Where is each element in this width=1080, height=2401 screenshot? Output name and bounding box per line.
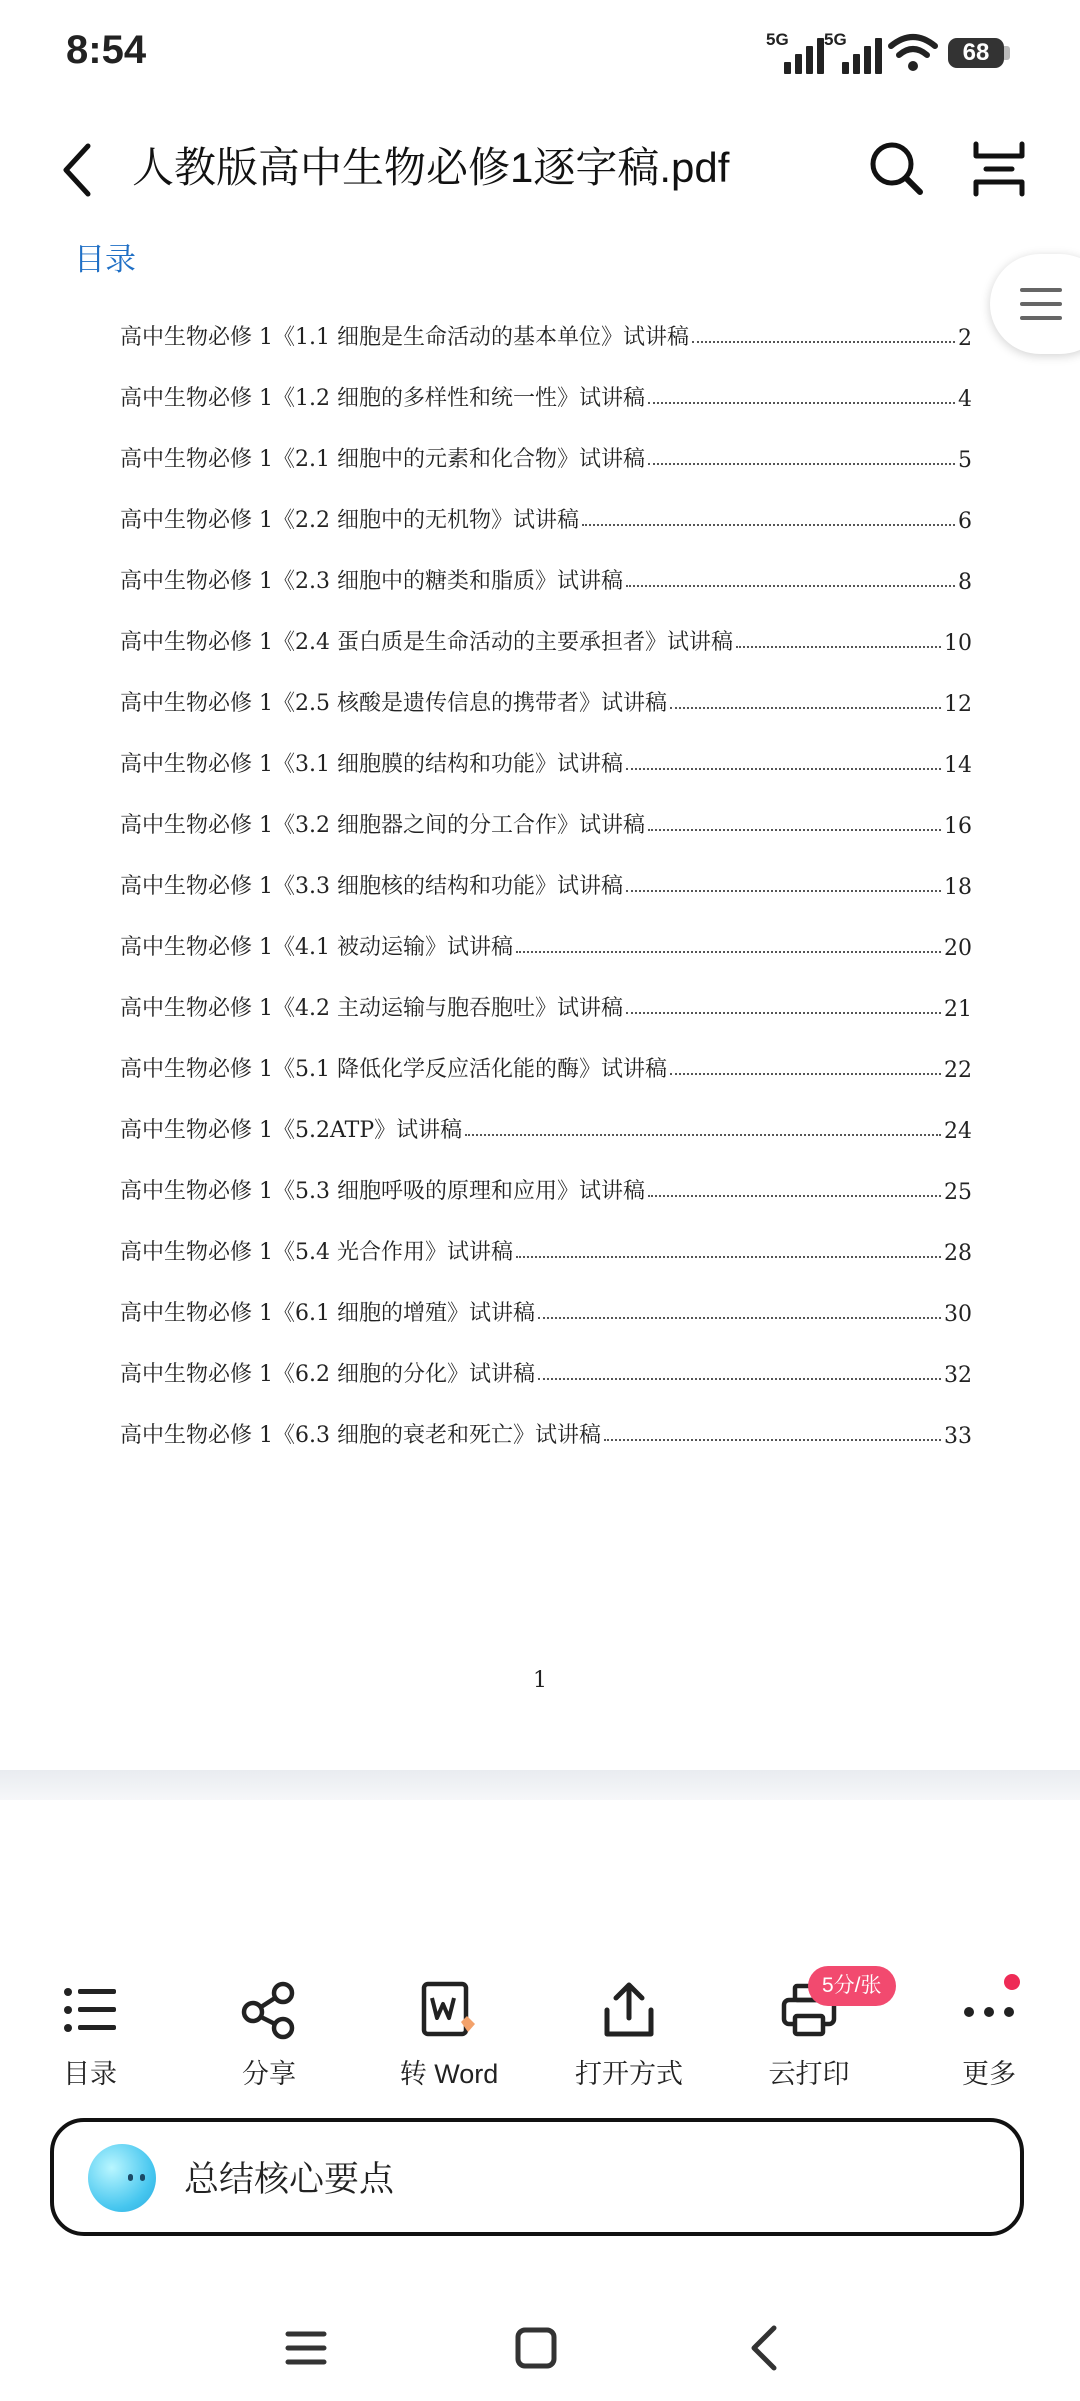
toc-entry-page: 5: [958, 448, 972, 473]
toc-entry-page: 14: [944, 753, 972, 778]
toc-entry-page: 12: [944, 692, 972, 717]
sim2-label: 5G: [824, 30, 847, 49]
bottom-toolbar: [0, 1960, 1080, 2100]
toc-entry-title: 高中生物必修 1《4.1 被动运输》试讲稿: [120, 935, 513, 960]
toc-entry-title: 高中生物必修 1《5.1 降低化学反应活化能的酶》试讲稿: [120, 1057, 667, 1082]
toc-leader-dots: [626, 1012, 941, 1014]
toc-entry[interactable]: [120, 1205, 972, 1266]
toolbar-toc-button[interactable]: [15, 1960, 165, 2100]
signal-sim2-icon: [824, 30, 882, 74]
toc-entry[interactable]: [120, 351, 972, 412]
toc-leader-dots: [692, 341, 955, 343]
toc-entry[interactable]: [120, 1388, 972, 1449]
page-number: 1: [533, 1668, 547, 1693]
outline-menu-button[interactable]: [990, 254, 1080, 354]
menu-icon: [1020, 288, 1062, 292]
reading-mode-icon[interactable]: [972, 140, 1026, 198]
toolbar-label: 目录: [63, 2059, 117, 2089]
print-price-badge: 5分/张: [808, 1966, 896, 2006]
toc-entry-title: 高中生物必修 1《5.3 细胞呼吸的原理和应用》试讲稿: [120, 1179, 645, 1204]
back-nav-icon[interactable]: [736, 2318, 796, 2378]
toc-leader-dots: [648, 463, 955, 465]
toc-leader-dots: [626, 585, 955, 587]
toc-entry-page: 21: [944, 997, 972, 1022]
toolbar-label: 云打印: [768, 2059, 850, 2089]
toc-leader-dots: [582, 524, 955, 526]
toc-leader-dots: [538, 1317, 941, 1319]
toc-entry[interactable]: [120, 1083, 972, 1144]
toc-entry-page: 16: [944, 814, 972, 839]
toc-entry[interactable]: [120, 290, 972, 351]
ai-assistant-avatar-icon: [88, 2144, 156, 2212]
toc-entry-title: 高中生物必修 1《3.2 细胞器之间的分工合作》试讲稿: [120, 813, 645, 838]
toc-entry-title: 高中生物必修 1《5.2ATP》试讲稿: [120, 1118, 463, 1143]
battery-tip: [1004, 46, 1010, 60]
toc-leader-dots: [648, 1195, 941, 1197]
toc-leader-dots: [626, 768, 941, 770]
toc-entry-page: 6: [958, 509, 972, 534]
toc-entry-page: 22: [944, 1058, 972, 1083]
toc-entry[interactable]: [120, 412, 972, 473]
toc-entry-page: 32: [944, 1363, 972, 1388]
toc-entry[interactable]: [120, 595, 972, 656]
toc-entry-title: 高中生物必修 1《3.1 细胞膜的结构和功能》试讲稿: [120, 752, 623, 777]
toc-entry-page: 20: [944, 936, 972, 961]
toc-leader-dots: [538, 1378, 941, 1380]
toolbar-more-button[interactable]: [914, 1960, 1064, 2100]
toc-entry-title: 高中生物必修 1《5.4 光合作用》试讲稿: [120, 1240, 513, 1265]
ai-summary-button[interactable]: [50, 2118, 1024, 2236]
toc-entry[interactable]: [120, 717, 972, 778]
toc-entry-title: 高中生物必修 1《6.1 细胞的增殖》试讲稿: [120, 1301, 535, 1326]
toc-entry[interactable]: [120, 839, 972, 900]
word-convert-icon: [419, 1980, 479, 2040]
toc-entry[interactable]: [120, 778, 972, 839]
toc-entry-page: 30: [944, 1302, 972, 1327]
toc-entry-page: 33: [944, 1424, 972, 1449]
toolbar-label: 打开方式: [575, 2059, 683, 2089]
page-separator: [0, 1770, 1080, 1800]
toc-entry[interactable]: [120, 961, 972, 1022]
toc-list: [120, 290, 972, 1449]
toolbar-share-button[interactable]: [194, 1960, 344, 2100]
search-icon[interactable]: [866, 138, 926, 198]
toc-entry-title: 高中生物必修 1《2.2 细胞中的无机物》试讲稿: [120, 508, 579, 533]
toc-leader-dots: [736, 646, 941, 648]
wifi-icon: [888, 30, 938, 74]
toc-entry-page: 18: [944, 875, 972, 900]
toc-entry-title: 高中生物必修 1《3.3 细胞核的结构和功能》试讲稿: [120, 874, 623, 899]
toc-entry-page: 24: [944, 1119, 972, 1144]
toc-entry-title: 高中生物必修 1《1.1 细胞是生命活动的基本单位》试讲稿: [120, 325, 689, 350]
toc-leader-dots: [648, 402, 955, 404]
toc-entry[interactable]: [120, 1266, 972, 1327]
toolbar-convert-word-button[interactable]: [374, 1960, 524, 2100]
toc-leader-dots: [670, 1073, 941, 1075]
notification-dot: [1004, 1974, 1020, 1990]
list-icon: [60, 1980, 120, 2040]
toc-entry-title: 高中生物必修 1《2.1 细胞中的元素和化合物》试讲稿: [120, 447, 645, 472]
toc-entry-title: 高中生物必修 1《1.2 细胞的多样性和统一性》试讲稿: [120, 386, 645, 411]
toc-entry[interactable]: [120, 534, 972, 595]
toc-entry[interactable]: [120, 1327, 972, 1388]
toc-entry[interactable]: [120, 1144, 972, 1205]
toc-entry-page: 2: [958, 326, 972, 351]
document-title: 人教版高中生物必修1逐字稿.pdf: [132, 144, 730, 191]
toc-entry[interactable]: [120, 1022, 972, 1083]
pdf-page[interactable]: [0, 220, 1080, 1770]
toc-entry-page: 10: [944, 631, 972, 656]
toc-entry-title: 高中生物必修 1《6.2 细胞的分化》试讲稿: [120, 1362, 535, 1387]
share-icon: [239, 1980, 299, 2040]
toc-leader-dots: [648, 829, 941, 831]
toc-leader-dots: [626, 890, 941, 892]
toolbar-label: 更多: [962, 2059, 1016, 2089]
status-time: 8:54: [66, 28, 147, 72]
ai-prompt-text: 总结核心要点: [184, 2160, 395, 2199]
toc-leader-dots: [604, 1439, 941, 1441]
toc-entry[interactable]: [120, 473, 972, 534]
toc-entry[interactable]: [120, 656, 972, 717]
signal-sim1-icon: [766, 30, 824, 74]
toc-entry-page: 25: [944, 1180, 972, 1205]
toc-leader-dots: [516, 1256, 941, 1258]
toc-entry-title: 高中生物必修 1《2.4 蛋白质是生命活动的主要承担者》试讲稿: [120, 630, 733, 655]
status-bar: [0, 0, 1080, 105]
toc-leader-dots: [465, 1134, 941, 1136]
toc-leader-dots: [516, 951, 941, 953]
back-icon[interactable]: [58, 140, 98, 200]
toc-leader-dots: [670, 707, 941, 709]
app-header: [0, 120, 1080, 220]
toc-entry-title: 高中生物必修 1《2.5 核酸是遗传信息的携带者》试讲稿: [120, 691, 667, 716]
toc-entry-page: 8: [958, 570, 972, 595]
toc-entry[interactable]: [120, 900, 972, 961]
toc-entry-page: 4: [958, 387, 972, 412]
toc-entry-title: 高中生物必修 1《2.3 细胞中的糖类和脂质》试讲稿: [120, 569, 623, 594]
battery-icon: 68: [948, 38, 1004, 68]
toc-heading: 目录: [74, 242, 136, 277]
sim1-label: 5G: [766, 30, 789, 49]
toc-entry-title: 高中生物必修 1《4.2 主动运输与胞吞胞吐》试讲稿: [120, 996, 623, 1021]
toc-entry-title: 高中生物必修 1《6.3 细胞的衰老和死亡》试讲稿: [120, 1423, 601, 1448]
toc-entry-page: 28: [944, 1241, 972, 1266]
home-icon[interactable]: [506, 2318, 566, 2378]
toolbar-label: 转 Word: [399, 2059, 499, 2089]
toolbar-label: 分享: [242, 2059, 296, 2089]
toolbar-open-with-button[interactable]: [554, 1960, 704, 2100]
upload-icon: [599, 1980, 659, 2040]
recent-apps-icon[interactable]: [276, 2318, 336, 2378]
system-nav-bar: [0, 2300, 1080, 2401]
